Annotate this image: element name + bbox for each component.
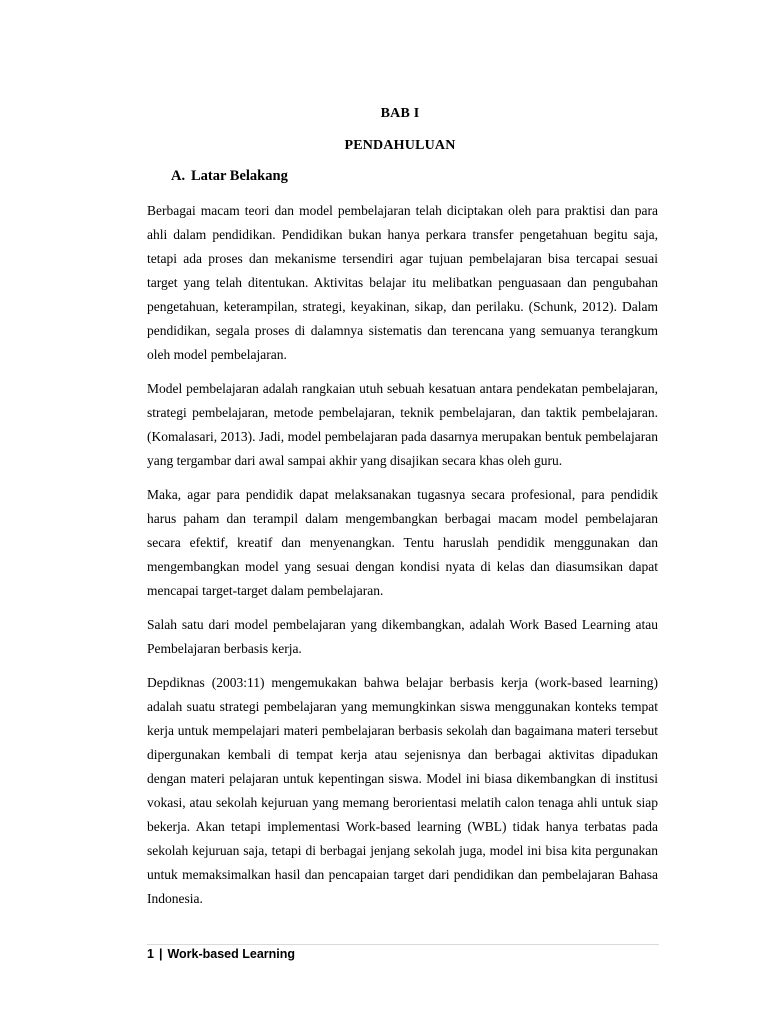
chapter-title: PENDAHULUAN — [344, 138, 456, 153]
body-text — [147, 199, 658, 921]
section-heading — [171, 168, 288, 185]
page-footer — [147, 947, 295, 961]
running-title: Work-based Learning — [167, 947, 296, 961]
footer-separator: | — [158, 947, 163, 961]
paragraph: Berbagai macam teori dan model pembelajaran telah diciptakan oleh para praktisi dan para ahli dalam pendidikan. Pendidikan bukan hanya perkara transfer pengetahuan begitu saja, tetapi ada proses dan mekanisme tersendiri agar tujuan pembelajaran bisa tercapai sesuai target yang telah ditentukan. Aktivitas belajar itu melibatkan penguasaan dan pengubahan pengetahuan, keterampilan, strategi, keyakinan, sikap, dan perilaku. (Schunk, 2012). Dalam pendidikan, segala proses di dalamnya sistematis dan terencana yang semuanya terangkum oleh model pembelajaran. — [147, 203, 658, 362]
paragraph: Salah satu dari model pembelajaran yang dikembangkan, adalah Work Based Learning atau Pembelajaran berbasis kerja. — [147, 617, 658, 656]
page-number: 1 — [147, 947, 154, 961]
paragraph: Maka, agar para pendidik dapat melaksanakan tugasnya secara profesional, para pendidik harus paham dan terampil dalam mengembangkan berbagai macam model pembelajaran secara efektif, kreatif dan menyenangkan. Tentu haruslah pendidik menggunakan dan mengembangkan model yang sesuai dengan kondisi nyata di kelas dan diasumsikan dapat mencapai target-target dalam pembelajaran. — [147, 487, 658, 598]
footer-divider — [147, 944, 659, 945]
paragraph: Depdiknas (2003:11) mengemukakan bahwa belajar berbasis kerja (work-based learning) adalah suatu strategi pembelajaran yang memungkinkan siswa menggunakan konteks tempat kerja untuk mempelajari materi pembelajaran berbasis sekolah dan bagaimana materi tersebut dipergunakan kembali di tempat kerja atau sejenisnya dan berbagai aktivitas dipadukan dengan materi pelajaran untuk kepentingan siswa. Model ini biasa dikembangkan di institusi vokasi, atau sekolah kejuruan yang memang berorientasi melatih calon tenaga ahli untuk siap bekerja. Akan tetapi implementasi Work-based learning (WBL) tidak hanya terbatas pada sekolah kejuruan saja, tetapi di berbagai jenjang sekolah juga, model ini bisa kita pergunakan untuk memaksimalkan hasil dan pencapaian target dari pendidikan dan pembelajaran Bahasa Indonesia. — [147, 675, 658, 906]
section-title: Latar Belakang — [191, 168, 288, 184]
chapter-number: BAB I — [380, 106, 420, 121]
section-letter: A. — [171, 168, 186, 184]
paragraph: Model pembelajaran adalah rangkaian utuh sebuah kesatuan antara pendekatan pembelajaran, strategi pembelajaran, metode pembelajaran, teknik pembelajaran, dan taktik pembelajaran. (Komalasari, 2013). Jadi, model pembelajaran pada dasarnya merupakan bentuk pembelajaran yang tergambar dari awal sampai akhir yang disajikan secara khas oleh guru. — [147, 381, 658, 468]
